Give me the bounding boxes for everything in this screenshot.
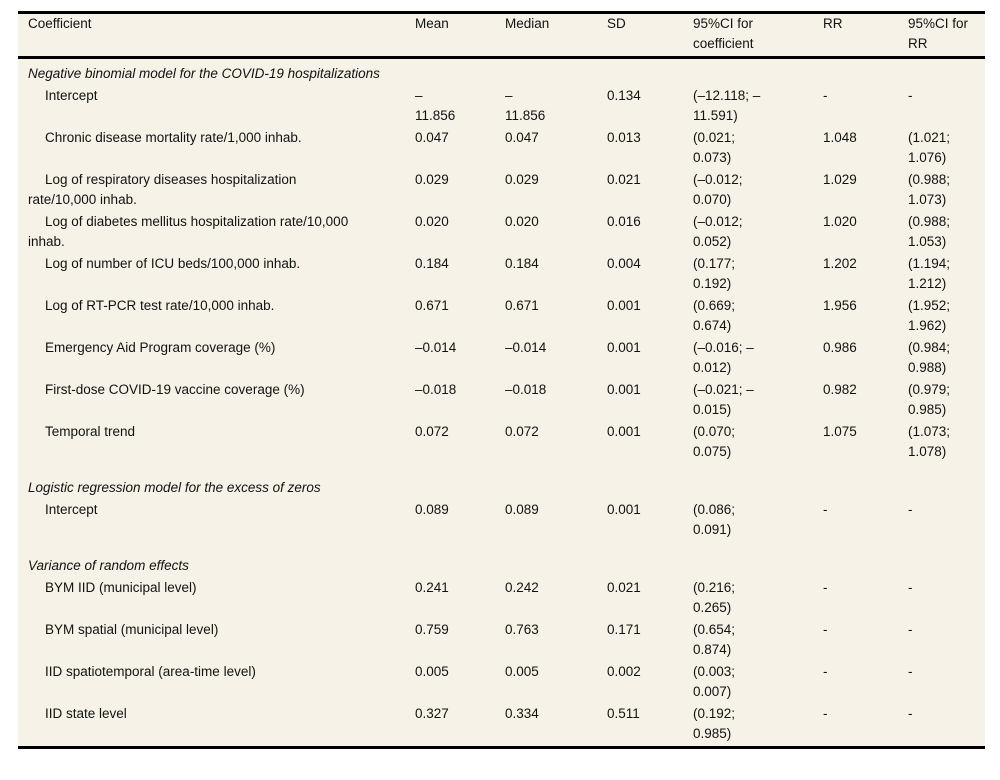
- cell-ci-coefficient: (0.021; 0.073): [693, 130, 736, 165]
- cell-mean: 0.005: [415, 664, 449, 679]
- cell-median: –0.014: [505, 340, 547, 355]
- cell-mean: 0.671: [415, 298, 449, 313]
- cell-sd: 0.001: [607, 298, 641, 313]
- cell-mean: –0.014: [415, 340, 457, 355]
- cell-rr: 1.020: [823, 214, 857, 229]
- section-title: Variance of random effects: [28, 558, 189, 573]
- cell-ci-rr: -: [908, 502, 913, 517]
- cell-sd: 0.021: [607, 172, 641, 187]
- cell-rr: -: [823, 622, 828, 637]
- cell-ci-rr: (1.194; 1.212): [908, 256, 951, 291]
- table-row: [18, 662, 985, 704]
- cell-rr: -: [823, 502, 828, 517]
- cell-rr: 1.956: [823, 298, 857, 313]
- cell-mean: – 11.856: [415, 88, 456, 123]
- cell-rr: -: [823, 706, 828, 721]
- cell-ci-coefficient: (0.216; 0.265): [693, 580, 736, 615]
- cell-sd: 0.016: [607, 214, 641, 229]
- cell-mean: 0.327: [415, 706, 449, 721]
- cell-sd: 0.002: [607, 664, 641, 679]
- cell-sd: 0.001: [607, 424, 641, 439]
- cell-median: 0.089: [505, 502, 539, 517]
- cell-rr: -: [823, 664, 828, 679]
- cell-mean: 0.241: [415, 580, 449, 595]
- cell-mean: 0.759: [415, 622, 449, 637]
- cell-rr: 0.986: [823, 340, 857, 355]
- cell-median: 0.242: [505, 580, 539, 595]
- cell-ci-coefficient: (0.003; 0.007): [693, 664, 736, 699]
- cell-rr: -: [823, 580, 828, 595]
- cell-sd: 0.021: [607, 580, 641, 595]
- cell-ci-coefficient: (–12.118; – 11.591): [693, 88, 761, 123]
- column-header-ci-rr: 95%CI for RR: [908, 13, 985, 58]
- cell-mean: –0.018: [415, 382, 457, 397]
- cell-coefficient: BYM IID (municipal level): [45, 580, 197, 595]
- cell-ci-coefficient: (0.192; 0.985): [693, 706, 736, 741]
- cell-ci-coefficient: (0.177; 0.192): [693, 256, 736, 291]
- cell-ci-rr: (0.979; 0.985): [908, 382, 951, 417]
- cell-ci-rr: (1.021; 1.076): [908, 130, 951, 165]
- table-row: [18, 620, 985, 662]
- cell-ci-coefficient: (0.070; 0.075): [693, 424, 736, 459]
- section-title: Logistic regression model for the excess of zeros: [28, 480, 321, 495]
- cell-mean: 0.072: [415, 424, 449, 439]
- cell-median: 0.763: [505, 622, 539, 637]
- cell-median: 0.334: [505, 706, 539, 721]
- cell-sd: 0.001: [607, 502, 641, 517]
- cell-ci-coefficient: (0.086; 0.091): [693, 502, 736, 537]
- cell-ci-rr: (0.984; 0.988): [908, 340, 951, 375]
- cell-coefficient: Intercept: [45, 88, 98, 103]
- table-row: [18, 128, 985, 170]
- cell-ci-rr: (0.988; 1.073): [908, 172, 951, 207]
- coefficients-table: [18, 11, 985, 749]
- column-header-mean: Mean: [415, 13, 505, 58]
- header-row: [18, 13, 985, 58]
- table-row: [18, 380, 985, 422]
- cell-ci-coefficient: (–0.012; 0.052): [693, 214, 743, 249]
- cell-sd: 0.171: [607, 622, 641, 637]
- table-row: [18, 170, 985, 212]
- table-row: [18, 500, 985, 542]
- cell-ci-rr: -: [908, 664, 913, 679]
- cell-ci-rr: -: [908, 580, 913, 595]
- cell-ci-rr: (1.073; 1.078): [908, 424, 951, 459]
- table-row: [18, 704, 985, 748]
- cell-coefficient: IID spatiotemporal (area-time level): [45, 664, 256, 679]
- column-header-sd: SD: [607, 13, 693, 58]
- cell-mean: 0.029: [415, 172, 449, 187]
- cell-coefficient: Log of diabetes mellitus hospitalization rate/10,000 inhab.: [28, 214, 349, 249]
- section-title: Negative binomial model for the COVID-19 hospitalizations: [28, 66, 380, 81]
- cell-coefficient: Emergency Aid Program coverage (%): [45, 340, 276, 355]
- cell-ci-rr: -: [908, 706, 913, 721]
- section-header-row: [18, 58, 985, 87]
- cell-coefficient: Log of respiratory diseases hospitalization rate/10,000 inhab.: [28, 172, 297, 207]
- cell-rr: 1.029: [823, 172, 857, 187]
- table-header: [18, 13, 985, 58]
- cell-sd: 0.013: [607, 130, 641, 145]
- cell-ci-coefficient: (0.669; 0.674): [693, 298, 736, 333]
- cell-mean: 0.089: [415, 502, 449, 517]
- cell-mean: 0.020: [415, 214, 449, 229]
- cell-ci-coefficient: (0.654; 0.874): [693, 622, 736, 657]
- cell-coefficient: BYM spatial (municipal level): [45, 622, 219, 637]
- cell-median: – 11.856: [505, 88, 546, 123]
- section-header-row: [18, 464, 985, 500]
- cell-sd: 0.511: [607, 706, 640, 721]
- cell-median: –0.018: [505, 382, 547, 397]
- cell-coefficient: IID state level: [45, 706, 127, 721]
- cell-mean: 0.184: [415, 256, 449, 271]
- cell-ci-rr: (1.952; 1.962): [908, 298, 951, 333]
- cell-median: 0.671: [505, 298, 539, 313]
- cell-median: 0.005: [505, 664, 539, 679]
- cell-sd: 0.004: [607, 256, 641, 271]
- table-row: [18, 422, 985, 464]
- table-row: [18, 86, 985, 128]
- cell-coefficient: Log of RT-PCR test rate/10,000 inhab.: [45, 298, 275, 313]
- cell-coefficient: Temporal trend: [45, 424, 136, 439]
- table-row: [18, 296, 985, 338]
- cell-sd: 0.001: [607, 382, 641, 397]
- cell-ci-rr: -: [908, 622, 913, 637]
- cell-coefficient: Chronic disease mortality rate/1,000 inhab.: [45, 130, 302, 145]
- cell-sd: 0.134: [607, 88, 641, 103]
- cell-median: 0.029: [505, 172, 539, 187]
- cell-ci-rr: -: [908, 88, 913, 103]
- column-header-coefficient: Coefficient: [18, 13, 415, 58]
- cell-coefficient: Intercept: [45, 502, 98, 517]
- table-row: [18, 578, 985, 620]
- cell-rr: 0.982: [823, 382, 857, 397]
- cell-mean: 0.047: [415, 130, 449, 145]
- cell-ci-coefficient: (–0.012; 0.070): [693, 172, 743, 207]
- cell-ci-coefficient: (–0.021; – 0.015): [693, 382, 754, 417]
- cell-coefficient: Log of number of ICU beds/100,000 inhab.: [45, 256, 301, 271]
- table-row: [18, 254, 985, 296]
- cell-median: 0.020: [505, 214, 539, 229]
- table-row: [18, 338, 985, 380]
- cell-median: 0.184: [505, 256, 539, 271]
- cell-rr: 1.075: [823, 424, 857, 439]
- cell-sd: 0.001: [607, 340, 641, 355]
- cell-ci-rr: (0.988; 1.053): [908, 214, 951, 249]
- section-header-row: [18, 542, 985, 578]
- column-header-median: Median: [505, 13, 607, 58]
- table-row: [18, 212, 985, 254]
- cell-ci-coefficient: (–0.016; – 0.012): [693, 340, 754, 375]
- cell-median: 0.047: [505, 130, 539, 145]
- cell-median: 0.072: [505, 424, 539, 439]
- cell-rr: 1.048: [823, 130, 857, 145]
- cell-rr: -: [823, 88, 828, 103]
- cell-coefficient: First-dose COVID-19 vaccine coverage (%): [45, 382, 305, 397]
- table-body: [18, 58, 985, 748]
- cell-rr: 1.202: [823, 256, 857, 271]
- column-header-rr: RR: [823, 13, 908, 58]
- column-header-ci-coefficient: 95%CI for coefficient: [693, 13, 823, 58]
